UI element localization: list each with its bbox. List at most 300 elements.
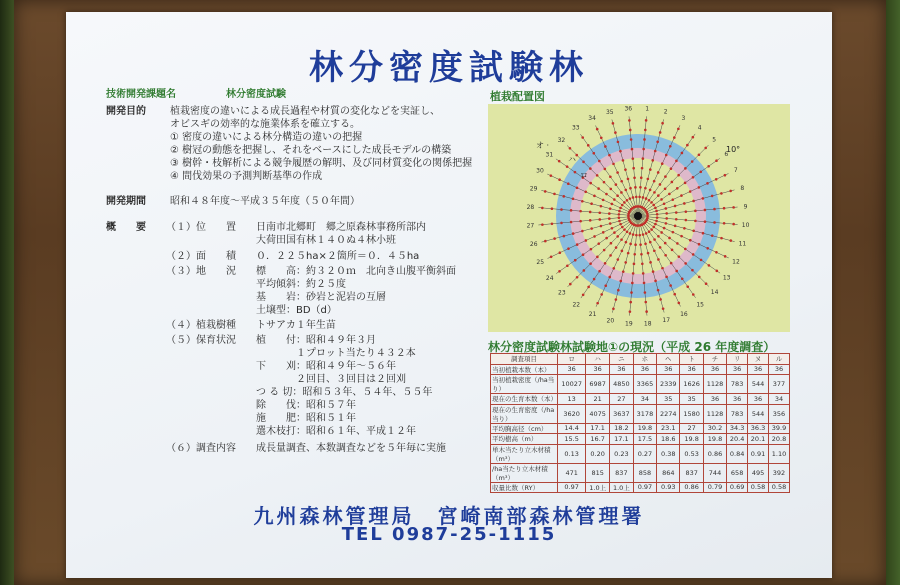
tree-dot [692, 253, 695, 256]
organization-name: 九州森林管理局 宮崎南部森林管理署 [253, 504, 645, 528]
tree-dot [602, 199, 605, 202]
tree-dot [581, 136, 584, 139]
table-cell: 36 [769, 364, 790, 375]
tree-dot [670, 167, 673, 170]
tree-dot [702, 232, 705, 235]
table-row [491, 375, 790, 394]
tree-dot [613, 267, 616, 270]
overview-line: 大荷田国有林１４０ぬ４林小班 [166, 235, 396, 246]
tree-dot [654, 223, 657, 226]
tree-dot [598, 270, 601, 273]
table-cell: 36 [748, 364, 769, 375]
tree-dot [576, 243, 579, 246]
tree-dot [671, 181, 674, 184]
tree-dot [724, 174, 727, 177]
tree-dot [724, 255, 727, 258]
tree-dot [608, 212, 611, 215]
overview-line: （２）面 積 ０．２２５ha×２箇所＝０．４５ha [166, 251, 420, 262]
tree-dot [732, 223, 735, 226]
spoke-number: 18 [643, 320, 652, 328]
tree-dot [665, 212, 668, 215]
tree-dot [590, 227, 593, 230]
table-header-plot: ル [769, 354, 790, 365]
tree-dot [629, 187, 632, 190]
tree-dot [713, 221, 716, 224]
tree-dot [618, 220, 621, 223]
tree-dot [659, 298, 662, 301]
purpose-line: ② 樹冠の動態を把握し、それをベースにした成長モデルの構築 [170, 145, 452, 156]
tree-dot [570, 221, 573, 224]
tree-dot [597, 187, 600, 190]
tree-dot [572, 197, 575, 200]
table-header-plot: ニ [610, 354, 634, 365]
tree-dot [620, 191, 623, 194]
tree-dot [630, 138, 633, 141]
subject-label: 技術開発課題名 [106, 89, 176, 100]
tree-dot [651, 159, 654, 162]
tree-dot [544, 240, 547, 243]
tree-dot [621, 250, 624, 253]
table-header-plot: ハ [586, 354, 610, 365]
tree-dot [659, 131, 662, 134]
tree-dot [684, 167, 687, 170]
table-cell: 0.53 [680, 444, 703, 463]
period-label: 開発期間 [106, 196, 146, 207]
table-row [491, 463, 790, 482]
tree-dot [551, 207, 554, 210]
table-cell: 1.10 [769, 444, 790, 463]
spoke-number: 34 [588, 115, 596, 123]
tree-dot [681, 152, 684, 155]
tree-dot [655, 210, 658, 213]
spoke-number: 30 [536, 167, 544, 175]
table-cell: 39.9 [769, 423, 790, 434]
table-header-plot: ホ [633, 354, 656, 365]
tree-dot [611, 203, 614, 206]
table-cell: 23.1 [657, 423, 680, 434]
tree-dot [643, 138, 646, 141]
tree-dot [685, 219, 688, 222]
diagram-title: 植栽配置図 [490, 90, 545, 103]
table-cell: 0.86 [703, 444, 726, 463]
table-cell: 19.8 [703, 434, 726, 445]
table-header-plot: ト [680, 354, 703, 365]
spoke-number: 21 [588, 311, 597, 319]
table-row-label: 単木当たり立木材積（m³） [491, 444, 558, 463]
tree-dot [704, 209, 707, 212]
tree-dot [663, 202, 666, 205]
tree-dot [562, 195, 565, 198]
tree-dot [720, 192, 723, 195]
tree-dot [683, 227, 686, 230]
table-row-label: 現在の生育密度（/ha当り） [491, 404, 558, 423]
table-cell: 3620 [558, 404, 586, 423]
spoke-number: 26 [529, 241, 538, 249]
table-row-label: 収量比数（RY） [491, 482, 558, 493]
tree-dot [600, 293, 603, 296]
purpose-line: ④ 間伐効果の予測判断基準の作成 [170, 171, 323, 182]
tree-dot [617, 141, 620, 144]
tree-dot [674, 205, 677, 208]
tree-dot [579, 210, 582, 213]
table-cell: 36.3 [748, 423, 769, 434]
tree-dot [645, 310, 648, 313]
spoke-number: 6 [724, 150, 729, 158]
tree-dot [611, 227, 614, 230]
table-body [491, 364, 790, 493]
tree-dot [619, 280, 622, 283]
table-cell: 0.97 [558, 482, 586, 493]
table-cell: 1580 [680, 404, 703, 423]
tree-dot [550, 174, 553, 177]
tree-dot [612, 307, 615, 310]
table-row [491, 394, 790, 405]
tree-dot [656, 216, 659, 219]
table-cell: 17.5 [633, 434, 656, 445]
tree-dot [603, 249, 606, 252]
overview-line: 平均傾斜：約２５度 [166, 279, 346, 290]
tree-dot [634, 186, 637, 189]
tree-dot [604, 145, 607, 148]
tree-dot [600, 205, 603, 208]
tree-dot [574, 171, 577, 174]
spoke-number: 24 [545, 275, 554, 283]
tree-dot [587, 144, 590, 147]
tree-dot [560, 208, 563, 211]
tree-dot [675, 270, 678, 273]
tree-dot [619, 207, 622, 210]
tree-dot [634, 243, 637, 246]
table-cell: 392 [769, 463, 790, 482]
tree-dot [648, 230, 651, 233]
tree-dot [581, 200, 584, 203]
spoke-number: 28 [526, 203, 535, 211]
tree-dot [660, 198, 663, 201]
table-cell: 2339 [657, 375, 680, 394]
tree-dot [598, 218, 601, 221]
table-cell: 0.86 [680, 482, 703, 493]
tree-dot [654, 207, 657, 210]
tree-dot [698, 153, 701, 156]
tree-dot [597, 242, 600, 245]
tree-dot [609, 188, 612, 191]
tree-dot [665, 217, 668, 220]
table-cell: 35 [680, 394, 703, 405]
tree-dot [625, 241, 628, 244]
tree-dot [615, 298, 618, 301]
tree-dot [676, 187, 679, 190]
tree-dot [589, 167, 592, 170]
tree-dot [620, 180, 623, 183]
overview-line: つ る 切：昭和５３年、５４年、５５年 [166, 387, 433, 398]
table-cell: 27 [680, 423, 703, 434]
tree-dot [624, 168, 627, 171]
spoke-number: 27 [526, 222, 535, 230]
table-cell: 6987 [586, 375, 610, 394]
tree-dot [676, 242, 679, 245]
tree-dot [708, 264, 711, 267]
table-cell: 1.0上 [586, 482, 610, 493]
spoke-number: 4 [697, 124, 702, 132]
spoke-number: 9 [743, 203, 748, 211]
table-cell: 1128 [703, 375, 726, 394]
tree-dot [670, 262, 673, 265]
tree-dot [715, 251, 718, 254]
planting-diagram-svg [488, 104, 790, 332]
tree-dot [654, 280, 657, 283]
tree-dot [629, 310, 632, 313]
tree-dot [659, 183, 662, 186]
tree-dot [723, 207, 726, 210]
tree-dot [576, 186, 579, 189]
tree-dot [638, 234, 641, 237]
tree-dot [617, 258, 620, 261]
tree-dot [652, 204, 655, 207]
tree-dot [609, 175, 612, 178]
table-cell: 0.58 [769, 482, 790, 493]
table-cell: 20.1 [748, 434, 769, 445]
tree-dot [644, 301, 647, 304]
tree-dot [657, 258, 660, 261]
tree-dot [650, 228, 653, 231]
tree-dot [702, 197, 705, 200]
tree-dot [618, 210, 621, 213]
tree-dot [656, 213, 659, 216]
spoke-number: 12 [732, 258, 740, 266]
tree-dot [642, 196, 645, 199]
tree-dot [683, 202, 686, 205]
tree-dot [704, 147, 707, 150]
tree-dot [582, 293, 585, 296]
spoke-number: 17 [662, 317, 671, 325]
tree-dot [665, 276, 668, 279]
table-cell: 36 [727, 364, 748, 375]
spoke-number: 15 [696, 301, 705, 309]
table-row [491, 444, 790, 463]
spoke-number: 7 [733, 167, 738, 175]
tree-dot [649, 168, 652, 171]
tree-dot [698, 186, 701, 189]
tree-dot [644, 129, 647, 132]
overview-line: （３）地 況 標 高：約３２０ｍ 北向き山腹平衡斜面 [166, 266, 456, 277]
tree-dot [614, 131, 617, 134]
tree-dot [590, 248, 593, 251]
tree-dot [644, 242, 647, 245]
table-header-plot: リ [727, 354, 748, 365]
table-cell: 837 [610, 463, 634, 482]
tree-dot [729, 190, 732, 193]
table-cell: 35 [657, 394, 680, 405]
tree-dot [598, 211, 601, 214]
tree-dot [566, 165, 569, 168]
tree-dot [671, 249, 674, 252]
table-cell: 0.93 [657, 482, 680, 493]
tree-dot [558, 160, 561, 163]
overview-line: 基 岩：砂岩と泥岩の互層 [166, 292, 386, 303]
tree-dot [684, 182, 687, 185]
tree-dot [621, 226, 624, 229]
tree-dot [647, 252, 650, 255]
tree-dot [643, 282, 646, 285]
tree-dot [629, 197, 632, 200]
tree-dot [673, 136, 676, 139]
tree-dot [713, 208, 716, 211]
tree-dot [593, 195, 596, 198]
table-cell: 36 [703, 394, 726, 405]
table-cell: 17.1 [586, 423, 610, 434]
tree-dot [649, 241, 652, 244]
table-cell: 19.8 [633, 423, 656, 434]
table-cell: 1128 [703, 404, 726, 423]
tree-dot [615, 246, 618, 249]
tree-dot [608, 217, 611, 220]
tree-dot [596, 128, 599, 131]
table-cell: 0.20 [586, 444, 610, 463]
tree-dot [612, 122, 615, 125]
table-cell: 0.27 [633, 444, 656, 463]
tree-dot [706, 247, 709, 250]
tree-dot [641, 263, 644, 266]
tree-dot [645, 232, 648, 235]
tree-dot [657, 171, 660, 174]
tree-dot [589, 262, 592, 265]
tree-dot [704, 220, 707, 223]
tree-dot [652, 270, 655, 273]
table-cell: 544 [748, 404, 769, 423]
tree-dot [657, 194, 660, 197]
table-cell: 0.97 [633, 482, 656, 493]
tree-dot [589, 211, 592, 214]
table-cell: 858 [633, 463, 656, 482]
tree-dot [664, 254, 667, 257]
overview-line: １プロット当たり４３２本 [166, 348, 416, 359]
table-cell: 4075 [586, 404, 610, 423]
tree-dot [723, 222, 726, 225]
center-point [634, 212, 642, 220]
tree-dot [644, 291, 647, 294]
tree-dot [650, 201, 653, 204]
tree-dot [589, 182, 592, 185]
tree-dot [692, 176, 695, 179]
table-cell: 495 [748, 463, 769, 482]
spoke-number: 1 [645, 105, 650, 113]
tree-dot [647, 178, 650, 181]
tree-dot [711, 195, 714, 198]
tree-dot [680, 194, 683, 197]
tree-dot [558, 178, 561, 181]
tree-dot [686, 285, 689, 288]
tree-dot [585, 239, 588, 242]
tree-dot [609, 254, 612, 257]
table-row [491, 404, 790, 423]
tree-dot [604, 284, 607, 287]
tree-dot [689, 190, 692, 193]
table-header-row [491, 354, 790, 365]
tree-dot [563, 235, 566, 238]
tree-dot [660, 231, 663, 234]
tree-dot [705, 282, 708, 285]
table-cell: 34 [769, 394, 790, 405]
tree-dot [633, 263, 636, 266]
tree-dot [616, 194, 619, 197]
tree-dot [663, 227, 666, 230]
overview-line: 下 刈：昭和４９年～５６年 [166, 361, 396, 372]
tree-dot [629, 243, 632, 246]
tree-dot [620, 238, 623, 241]
table-cell: 0.23 [610, 444, 634, 463]
spoke-number: 32 [557, 136, 566, 144]
overview-line: 施 肥：昭和５１年 [166, 413, 356, 424]
tree-dot [689, 239, 692, 242]
tree-dot [567, 247, 570, 250]
table-cell: 0.13 [558, 444, 586, 463]
tree-dot [654, 150, 657, 153]
tree-dot [674, 225, 677, 228]
tree-dot [669, 284, 672, 287]
table-header-plot: チ [703, 354, 726, 365]
tree-dot [632, 196, 635, 199]
table-cell: 744 [703, 463, 726, 482]
table-cell: 1626 [680, 375, 703, 394]
tree-dot [669, 145, 672, 148]
tree-dot [661, 162, 664, 165]
page-title: 林分密度試験林 [309, 48, 589, 88]
tree-dot [653, 191, 656, 194]
tree-dot [706, 182, 709, 185]
tree-dot [668, 193, 671, 196]
table-cell: 20.8 [769, 434, 790, 445]
table-cell: 36 [703, 364, 726, 375]
table-row [491, 364, 790, 375]
marker-o: オ · [536, 141, 550, 150]
table-row-label: 平均胸高径（cm） [491, 423, 558, 434]
tree-dot [541, 207, 544, 210]
table-header-plot: ヘ [657, 354, 680, 365]
tree-dot [692, 200, 695, 203]
tree-dot [642, 148, 645, 151]
table-cell: 0.69 [727, 482, 748, 493]
table-cell: 18.2 [610, 423, 634, 434]
tree-dot [668, 237, 671, 240]
tree-dot [732, 206, 735, 209]
tree-dot [657, 289, 660, 292]
tree-dot [622, 270, 625, 273]
spoke-number: 36 [624, 105, 633, 113]
tree-dot [633, 253, 636, 256]
purpose-line: ③ 樹幹・枝解析による競争履歴の解明、及び同材質変化の関係把握 [170, 158, 473, 169]
overview-line: （６）調査内容 成長量調査、本数調査などを５年毎に実施 [166, 443, 446, 454]
tree-dot [544, 190, 547, 193]
table-cell: 14.4 [558, 423, 586, 434]
tree-dot [612, 163, 615, 166]
tree-dot [600, 225, 603, 228]
table-title: 林分密度試験林試験地①の現況（平成 26 年度調査） [488, 340, 776, 354]
tree-dot [632, 233, 635, 236]
tree-dot [653, 180, 656, 183]
tree-dot [632, 167, 635, 170]
table-cell: 377 [769, 375, 790, 394]
overview-line: ２回目、３回目は２回刈 [166, 374, 406, 385]
tree-dot [677, 128, 680, 131]
table-cell: 837 [680, 463, 703, 482]
tree-dot [664, 207, 667, 210]
tree-dot [715, 178, 718, 181]
tree-dot [592, 152, 595, 155]
tree-dot [629, 301, 632, 304]
tree-dot [677, 174, 680, 177]
table-cell: 20.4 [727, 434, 748, 445]
tree-dot [560, 222, 563, 225]
